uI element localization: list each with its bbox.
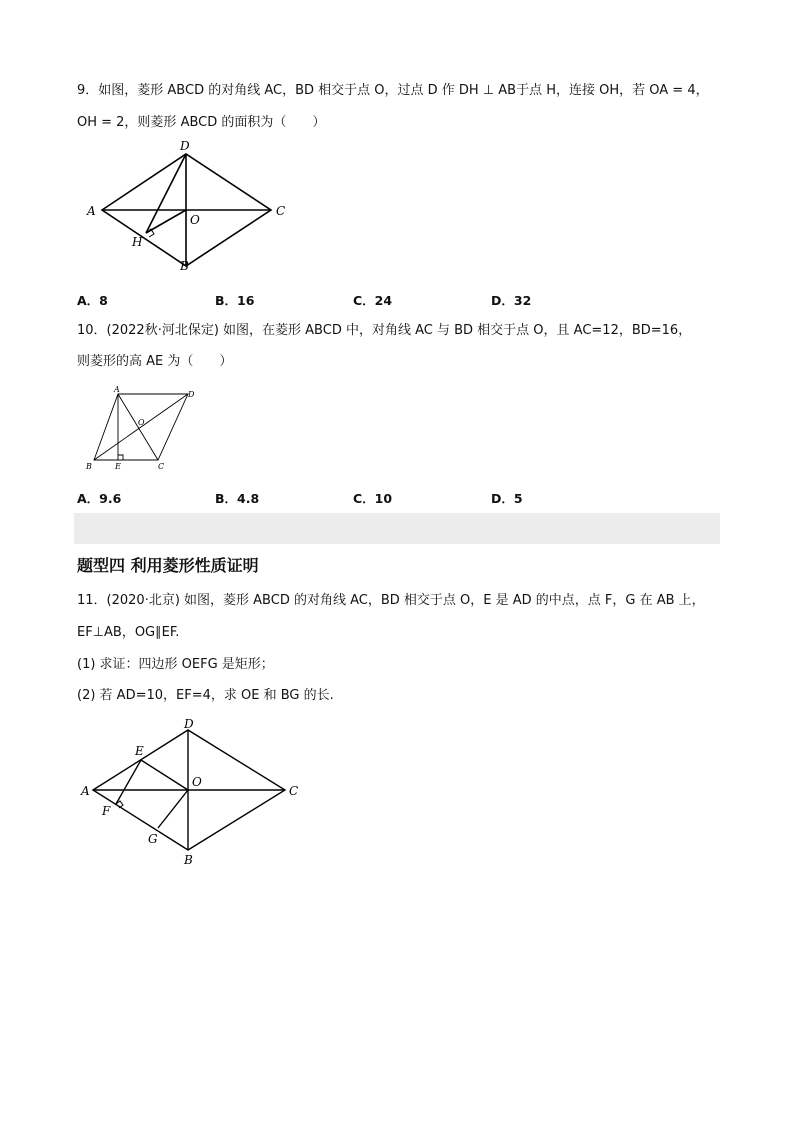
q11-label-e: E — [135, 744, 144, 758]
q11-label-o: O — [192, 775, 202, 789]
q10-label-d: D — [188, 390, 195, 399]
q10-option-d[interactable]: D．5 — [491, 491, 523, 506]
q9-label-d: D — [180, 139, 190, 153]
q9-label-a: A — [87, 204, 96, 218]
section-heading: 题型四 利用菱形性质证明 — [77, 556, 259, 575]
q11-label-f: F — [102, 804, 111, 818]
q9-option-b[interactable]: B．16 — [215, 293, 255, 308]
q9-option-d[interactable]: D．32 — [491, 293, 532, 308]
q10-label-c: C — [158, 462, 165, 471]
section-divider-bar — [74, 513, 720, 544]
q11-label-a: A — [81, 784, 90, 798]
q10-rhombus-figure — [82, 385, 212, 477]
q10-option-b[interactable]: B．4.8 — [215, 491, 260, 506]
q9-label-b: B — [180, 259, 189, 273]
q11-stem-line2: EF⊥AB，OG∥EF. — [77, 625, 180, 640]
q10-label-a: A — [114, 385, 120, 394]
q11-label-g: G — [148, 832, 158, 846]
q11-stem-line1: 11．(2020·北京) 如图，菱形 ABCD 的对角线 AC，BD 相交于点 O，E 是 AD 的中点，点 F，G 在 AB 上， — [77, 593, 705, 608]
q10-stem-line1: 10．(2022秋·河北保定) 如图，在菱形 ABCD 中，对角线 AC 与 BD 相交于点 O，且 AC=12，BD=16， — [77, 323, 692, 338]
q11-label-c: C — [289, 784, 299, 798]
q10-label-o: O — [138, 418, 145, 427]
q9-stem-line1: 9．如图，菱形 ABCD 的对角线 AC，BD 相交于点 O，过点 D 作 DH ⊥ AB于点 H，连接 OH，若 OA = 4， — [77, 83, 709, 98]
q10-option-a[interactable]: A．9.6 — [77, 491, 122, 506]
q11-label-d: D — [184, 717, 194, 731]
q10-option-c[interactable]: C．10 — [353, 491, 393, 506]
q9-label-h: H — [132, 235, 143, 249]
q9-option-a[interactable]: A．8 — [77, 293, 108, 308]
q11-part1: (1) 求证：四边形 OEFG 是矩形； — [77, 657, 274, 672]
q10-label-e: E — [115, 462, 121, 471]
q11-rhombus-figure — [78, 712, 308, 872]
q9-option-c[interactable]: C．24 — [353, 293, 393, 308]
q9-label-o: O — [190, 213, 200, 227]
q9-rhombus-figure — [80, 140, 300, 280]
q11-part2: (2) 若 AD=10，EF=4，求 OE 和 BG 的长. — [77, 688, 334, 703]
q10-label-b: B — [86, 462, 92, 471]
q10-stem-line2: 则菱形的高 AE 为（ ） — [77, 354, 233, 369]
q9-stem-line2: OH = 2，则菱形 ABCD 的面积为（ ） — [77, 115, 326, 130]
q11-label-b: B — [184, 853, 193, 867]
q9-label-c: C — [276, 204, 286, 218]
